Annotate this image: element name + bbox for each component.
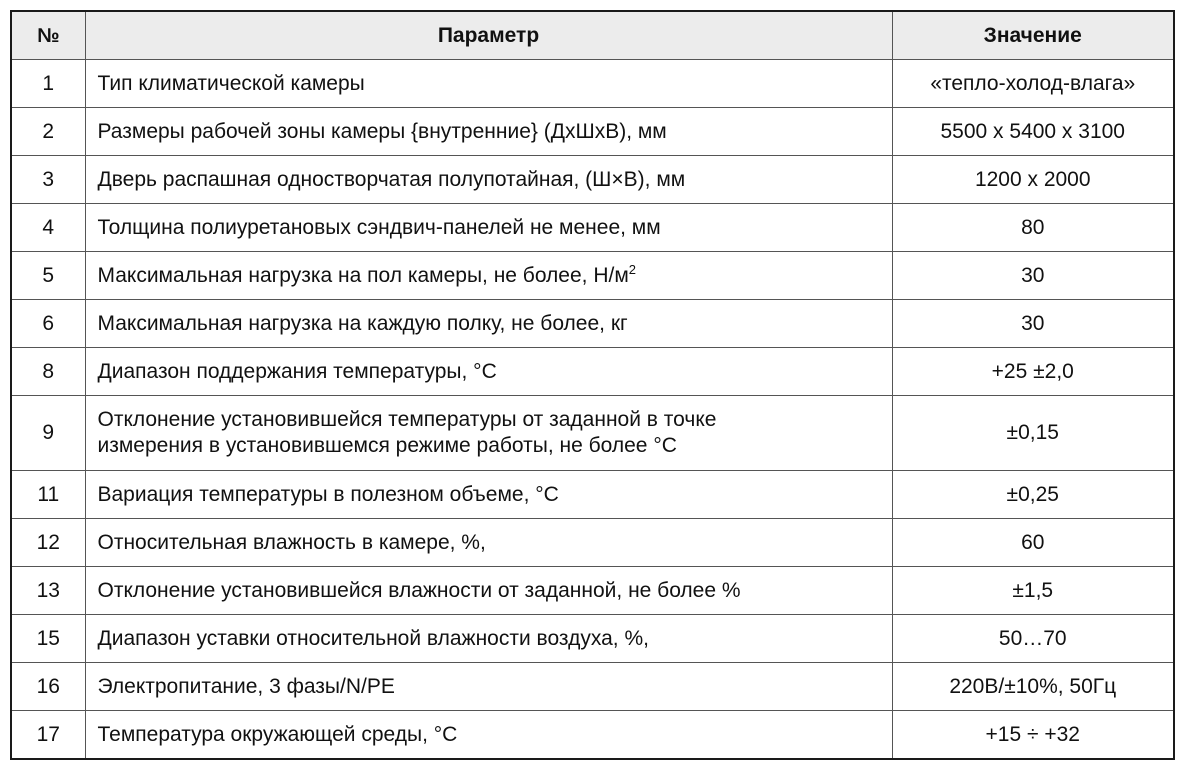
table-row bbox=[11, 300, 1174, 348]
table-row bbox=[11, 348, 1174, 396]
row-parameter: Вариация температуры в полезном объеме, °С bbox=[85, 471, 892, 519]
table-row bbox=[11, 396, 1174, 471]
table-row bbox=[11, 204, 1174, 252]
table-row bbox=[11, 471, 1174, 519]
row-parameter bbox=[85, 252, 892, 300]
row-number: 15 bbox=[11, 615, 85, 663]
row-parameter-text: Максимальная нагрузка на пол камеры, не более, Н/м bbox=[97, 263, 629, 287]
row-parameter: Дверь распашная одностворчатая полупотайная, (Ш×В), мм bbox=[85, 156, 892, 204]
row-number: 9 bbox=[11, 396, 85, 471]
table-row bbox=[11, 519, 1174, 567]
row-number: 2 bbox=[11, 108, 85, 156]
row-value: +25 ±2,0 bbox=[892, 348, 1174, 396]
row-number: 12 bbox=[11, 519, 85, 567]
table-row bbox=[11, 615, 1174, 663]
row-number: 11 bbox=[11, 471, 85, 519]
row-parameter: Отклонение установившейся влажности от заданной, не более % bbox=[85, 567, 892, 615]
row-value: 50…70 bbox=[892, 615, 1174, 663]
row-value: «тепло-холод-влага» bbox=[892, 60, 1174, 108]
row-parameter: Электропитание, 3 фазы/N/PE bbox=[85, 663, 892, 711]
row-parameter: Тип климатической камеры bbox=[85, 60, 892, 108]
row-number: 4 bbox=[11, 204, 85, 252]
row-number: 3 bbox=[11, 156, 85, 204]
table-row bbox=[11, 156, 1174, 204]
row-value: 5500 х 5400 х 3100 bbox=[892, 108, 1174, 156]
superscript: 2 bbox=[628, 261, 637, 277]
table-row bbox=[11, 567, 1174, 615]
row-number: 13 bbox=[11, 567, 85, 615]
row-value: 30 bbox=[892, 300, 1174, 348]
row-value: +15 ÷ +32 bbox=[892, 711, 1174, 760]
table-row bbox=[11, 108, 1174, 156]
header-number: № bbox=[11, 11, 85, 60]
header-value: Значение bbox=[892, 11, 1174, 60]
row-value: 80 bbox=[892, 204, 1174, 252]
spec-table-container bbox=[10, 10, 1173, 760]
row-value: ±0,25 bbox=[892, 471, 1174, 519]
header-parameter: Параметр bbox=[85, 11, 892, 60]
row-value: 1200 х 2000 bbox=[892, 156, 1174, 204]
row-value: ±0,15 bbox=[892, 396, 1174, 471]
row-number: 6 bbox=[11, 300, 85, 348]
row-parameter: Максимальная нагрузка на каждую полку, не более, кг bbox=[85, 300, 892, 348]
row-number: 17 bbox=[11, 711, 85, 760]
row-parameter bbox=[85, 396, 892, 471]
row-parameter: Диапазон поддержания температуры, °С bbox=[85, 348, 892, 396]
table-row bbox=[11, 60, 1174, 108]
table-row bbox=[11, 252, 1174, 300]
row-parameter: Толщина полиуретановых сэндвич-панелей не менее, мм bbox=[85, 204, 892, 252]
row-number: 5 bbox=[11, 252, 85, 300]
row-number: 8 bbox=[11, 348, 85, 396]
row-parameter-line-1: Отклонение установившейся температуры от заданной в точке bbox=[97, 408, 717, 431]
row-number: 16 bbox=[11, 663, 85, 711]
row-parameter: Диапазон уставки относительной влажности воздуха, %, bbox=[85, 615, 892, 663]
row-value: 60 bbox=[892, 519, 1174, 567]
row-parameter: Относительная влажность в камере, %, bbox=[85, 519, 892, 567]
row-value: 220В/±10%, 50Гц bbox=[892, 663, 1174, 711]
table-header-row bbox=[11, 11, 1174, 60]
table-row bbox=[11, 663, 1174, 711]
row-parameter-line-2: измерения в установившемся режиме работы, не более °С bbox=[97, 434, 677, 457]
row-number: 1 bbox=[11, 60, 85, 108]
row-parameter: Размеры рабочей зоны камеры {внутренние} (ДхШхВ), мм bbox=[85, 108, 892, 156]
row-value: ±1,5 bbox=[892, 567, 1174, 615]
row-value: 30 bbox=[892, 252, 1174, 300]
table-row bbox=[11, 711, 1174, 760]
row-parameter: Температура окружающей среды, °С bbox=[85, 711, 892, 760]
spec-table bbox=[10, 10, 1175, 760]
